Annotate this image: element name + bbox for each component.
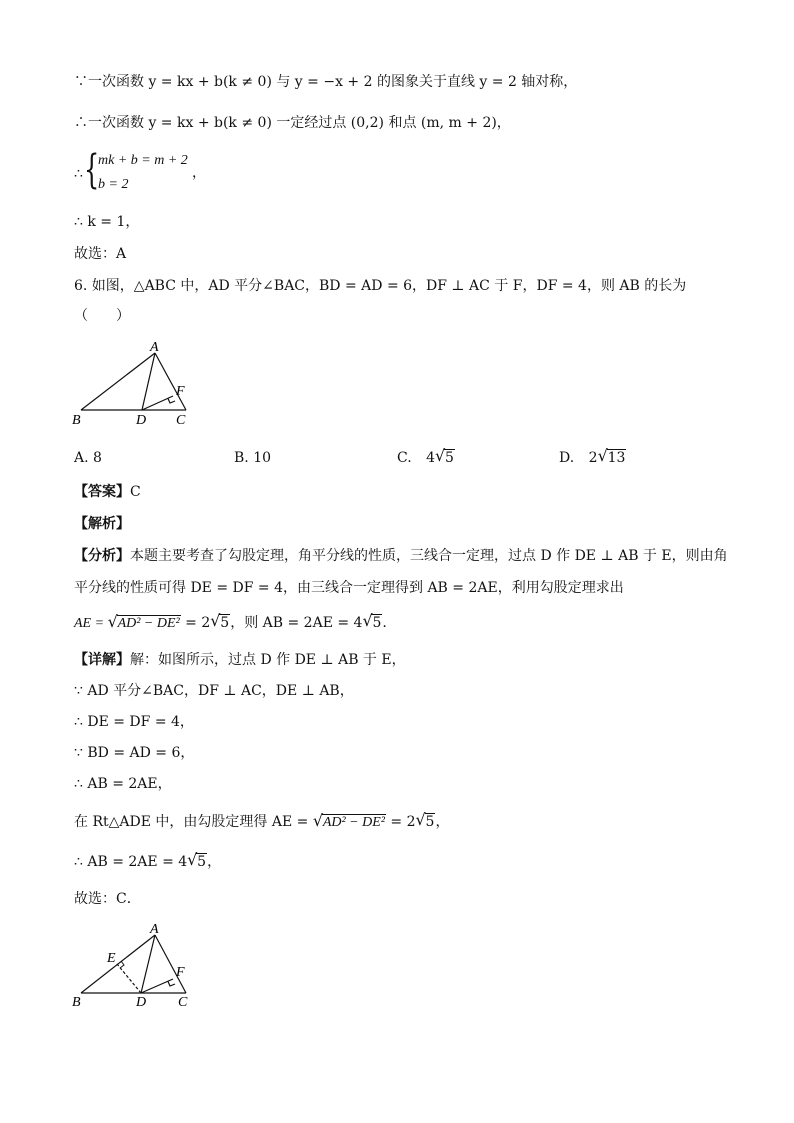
detail-s6-prefix: ∴ AB = 2AE = 4 bbox=[74, 854, 188, 870]
option-b: B. 10 bbox=[234, 450, 272, 466]
option-a: A. 8 bbox=[74, 450, 102, 466]
detail-tag: 【详解】 bbox=[74, 652, 130, 668]
line-k-value: ∴ k = 1， bbox=[74, 214, 140, 230]
fig2-label-b: B bbox=[72, 995, 81, 1010]
detail-sqrt-5a: √ 5 bbox=[415, 810, 435, 830]
system-brace: { bbox=[84, 147, 100, 193]
detail-step-5 bbox=[74, 812, 449, 833]
fig1-label-f: F bbox=[176, 384, 185, 399]
fenxi-text-1: 本题主要考查了勾股定理，角平分线的性质，三线合一定理，过点 D 作 DE ⊥ AB 于 E，则由角 bbox=[130, 548, 728, 564]
analysis-tag: 【解析】 bbox=[74, 516, 130, 532]
system-eq1: mk + b = m + 2 bbox=[98, 153, 188, 168]
fig2-right-angle-f bbox=[168, 982, 175, 987]
detail-s6-comma: ， bbox=[207, 854, 222, 870]
figure-2 bbox=[64, 920, 204, 1014]
detail-s5-comma: ， bbox=[435, 814, 450, 830]
fenxi-rad-5b: 5 bbox=[372, 615, 382, 631]
fig1-label-a: A bbox=[150, 340, 159, 355]
fig1-right-angle-mark bbox=[168, 399, 175, 404]
detail-step-3: ∵ BD = AD = 6， bbox=[74, 745, 195, 761]
fig1-label-d: D bbox=[136, 413, 147, 428]
system-prefix: ∴ bbox=[74, 166, 83, 182]
option-c-radicand: 5 bbox=[445, 450, 454, 466]
fig1-label-c: C bbox=[176, 413, 186, 428]
detail-step-7: 故选：C． bbox=[74, 891, 141, 907]
fig2-label-d: D bbox=[136, 995, 147, 1010]
fig2-label-f: F bbox=[176, 965, 185, 980]
detail-radicand: AD² − DE² bbox=[322, 815, 385, 830]
detail-sqrt-ad-de: √ AD² − DE² bbox=[312, 811, 385, 830]
fenxi-ab-eq: ，则 AB = 2AE = 4 bbox=[230, 615, 363, 631]
option-c-sqrt: √ 5 bbox=[435, 446, 454, 466]
fenxi-ae-prefix: AE = bbox=[74, 616, 108, 631]
option-d-coef: 2 bbox=[588, 450, 598, 466]
detail-step-4: ∴ AB = 2AE， bbox=[74, 776, 172, 792]
option-c-coef: 4 bbox=[426, 450, 436, 466]
option-d-sqrt: √ 13 bbox=[597, 446, 626, 466]
fig2-segment-df bbox=[141, 979, 173, 993]
answer-line bbox=[74, 482, 141, 502]
question-6: 6. 如图，△ABC 中，AD 平分∠BAC，BD = AD = 6，DF ⊥ AC 于 F，DF = 4，则 AB 的长为 bbox=[74, 278, 687, 294]
detail-step-1: ∵ AD 平分∠BAC，DF ⊥ AC，DE ⊥ AB， bbox=[74, 683, 354, 699]
fig2-label-a: A bbox=[150, 922, 159, 937]
line-pass-points: ∴一次函数 y = kx + b(k ≠ 0) 一定经过点 (0,2) 和点 (m, m + 2)， bbox=[74, 115, 511, 131]
fenxi-tag: 【分析】 bbox=[74, 548, 130, 564]
system-suffix: ， bbox=[192, 165, 206, 181]
fenxi-period: . bbox=[382, 615, 387, 631]
fig2-label-c: C bbox=[178, 995, 188, 1010]
fig1-label-b: B bbox=[72, 413, 81, 428]
answer-tag: 【答案】 bbox=[74, 484, 130, 500]
detail-step-6 bbox=[74, 852, 221, 872]
detail-step-2: ∴ DE = DF = 4， bbox=[74, 714, 194, 730]
figure-1 bbox=[64, 336, 204, 430]
detail-line-1 bbox=[74, 650, 406, 670]
fenxi-sqrt-5b: √ 5 bbox=[362, 611, 382, 631]
fenxi-sqrt-5a: √ 5 bbox=[210, 611, 230, 631]
detail-rad-5a: 5 bbox=[425, 814, 435, 830]
option-c bbox=[397, 448, 455, 468]
fenxi-line-2: 平分线的性质可得 DE = DF = 4，由三线合一定理得到 AB = 2AE，利用勾股定理求出 bbox=[74, 580, 624, 596]
fenxi-line-1 bbox=[74, 546, 728, 566]
line-symmetry: ∵一次函数 y = kx + b(k ≠ 0) 与 y = −x + 2 的图象关于直线 y = 2 轴对称， bbox=[74, 74, 578, 90]
fig2-segment-de-dashed bbox=[117, 964, 141, 993]
option-d-label: D. bbox=[559, 450, 575, 466]
option-d-radicand: 13 bbox=[607, 450, 626, 466]
fig2-label-e: E bbox=[107, 951, 116, 966]
system-eq2: b = 2 bbox=[98, 177, 129, 192]
line-answer-a: 故选：A bbox=[74, 246, 127, 262]
detail-text-1: 解：如图所示，过点 D 作 DE ⊥ AB 于 E， bbox=[130, 652, 406, 668]
option-d bbox=[559, 448, 626, 468]
fenxi-eq-2: = 2 bbox=[180, 615, 211, 631]
fenxi-line-3 bbox=[74, 613, 387, 634]
detail-rad-5b: 5 bbox=[197, 854, 207, 870]
fig1-segment-df bbox=[142, 396, 173, 410]
analysis-line bbox=[74, 514, 130, 534]
answer-value: C bbox=[130, 484, 141, 500]
fenxi-radicand: AD² − DE² bbox=[117, 616, 180, 631]
fig2-segment-ab bbox=[81, 935, 155, 993]
option-c-label: C. bbox=[397, 450, 412, 466]
detail-s5-eq: = 2 bbox=[385, 814, 416, 830]
fenxi-sqrt-ad-de: √ AD² − DE² bbox=[107, 612, 180, 631]
fenxi-rad-5a: 5 bbox=[220, 615, 230, 631]
detail-s5-prefix: 在 Rt△ADE 中，由勾股定理得 AE = bbox=[74, 814, 313, 830]
detail-sqrt-5b: √ 5 bbox=[187, 850, 207, 870]
question-6-paren: （ ） bbox=[74, 308, 130, 324]
